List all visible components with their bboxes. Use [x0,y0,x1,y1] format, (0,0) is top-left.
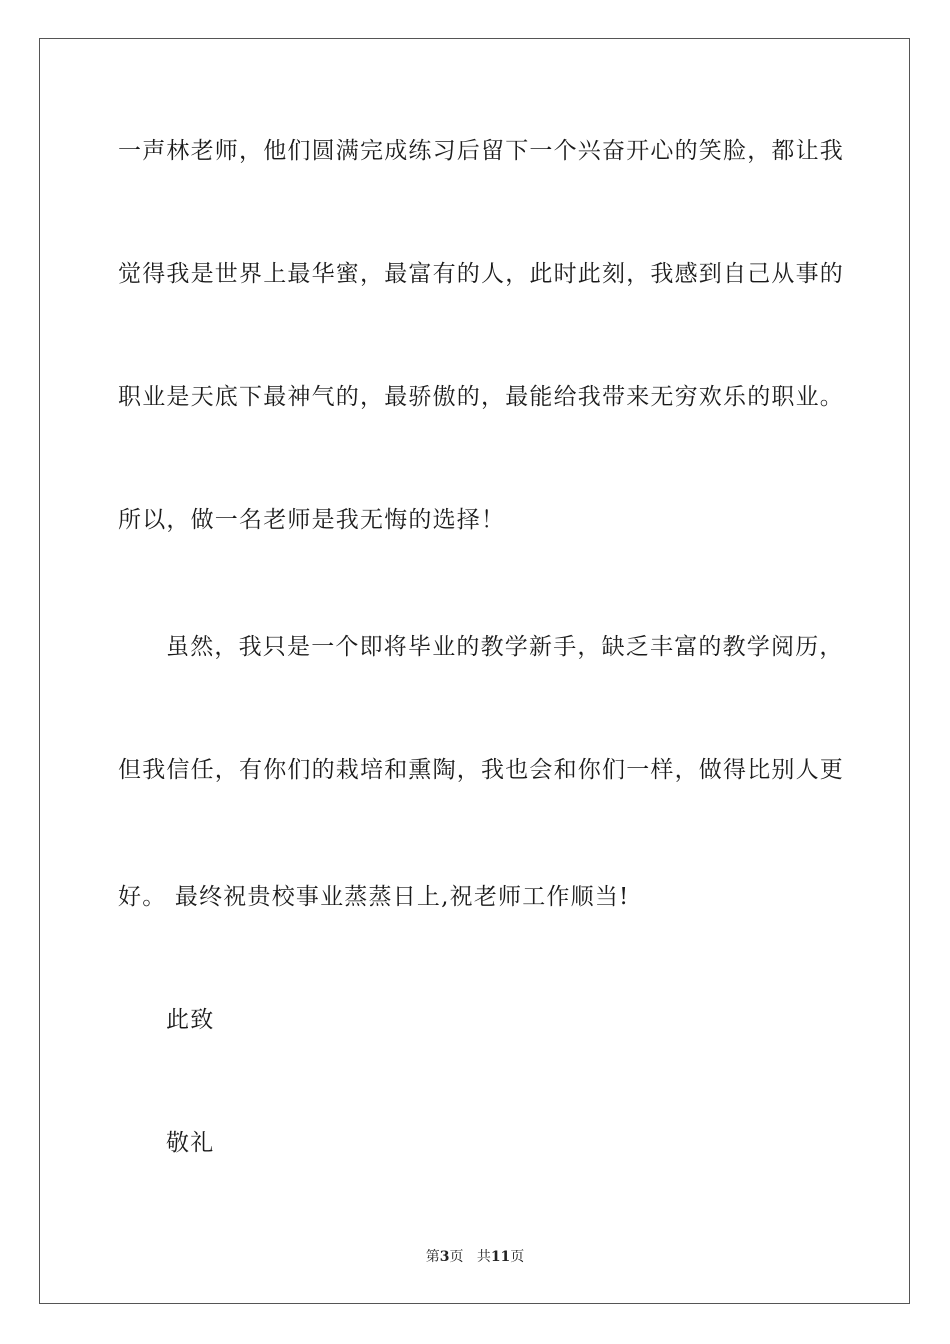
paragraph-line-6: 但我信任，有你们的栽培和熏陶，我也会和你们一样，做得比别人更 [118,757,844,783]
footer-total-pages: 11 [490,1249,511,1265]
paragraph-line-3: 职业是天底下最神气的，最骄傲的，最能给我带来无穷欢乐的职业。 [118,384,844,410]
paragraph-line-2: 觉得我是世界上最华蜜，最富有的人，此时此刻，我感到自己从事的 [118,261,844,287]
footer-total-prefix: 共 [476,1249,491,1265]
footer-page-suffix: 页 [449,1249,464,1265]
footer-total-suffix: 页 [510,1249,525,1265]
page-footer [0,1248,950,1266]
paragraph-line-4: 所以，做一名老师是我无悔的选择！ [118,507,506,533]
paragraph-line-5: 虽然，我只是一个即将毕业的教学新手，缺乏丰富的教学阅历， [166,634,844,660]
closing-salutation: 此致 [166,1007,215,1033]
paragraph-line-1: 一声林老师，他们圆满完成练习后留下一个兴奋开心的笑脸，都让我 [118,138,844,164]
paragraph-line-7: 好。 最终祝贵校事业蒸蒸日上,祝老师工作顺当! [118,884,630,910]
closing-regards: 敬礼 [166,1130,215,1156]
page-border [39,38,910,1304]
footer-page-prefix: 第 [425,1249,440,1265]
footer-page-number: 3 [439,1249,450,1265]
